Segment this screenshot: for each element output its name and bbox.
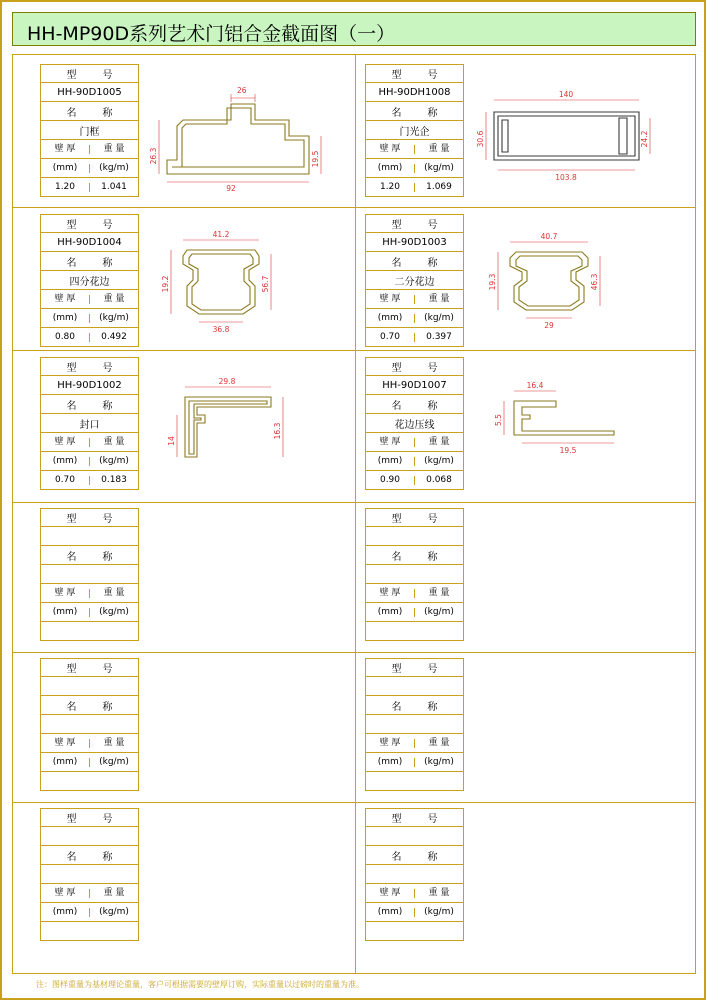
spec-header-model: 型 号 — [40, 508, 139, 527]
row-separator — [12, 207, 696, 208]
spec-header-model: 型 号 — [365, 214, 464, 233]
spec-units-row — [365, 159, 464, 178]
dim-label: 56.7 — [261, 275, 270, 293]
unit-kgm: (kg/m) — [99, 606, 129, 617]
header-thickness: 壁 厚 — [41, 589, 90, 598]
spec-header-model: 型 号 — [40, 808, 139, 827]
header-weight: 重 量 — [103, 737, 125, 748]
header-thickness: 壁 厚 — [366, 438, 415, 447]
product-block[interactable] — [40, 214, 350, 346]
spec-values-row — [365, 178, 464, 197]
header-thickness: 壁 厚 — [41, 739, 90, 748]
dim-label: 26 — [237, 86, 247, 95]
spec-table — [40, 808, 139, 941]
spec-header-units — [365, 433, 464, 452]
dim-label: 16.3 — [273, 422, 282, 440]
spec-table — [365, 357, 464, 490]
header-thickness: 壁 厚 — [41, 145, 90, 154]
spec-units-row — [365, 452, 464, 471]
spec-header-units — [365, 584, 464, 603]
product-block-empty[interactable] — [40, 808, 350, 946]
dim-label: 26.3 — [149, 147, 158, 165]
unit-kgm: (kg/m) — [424, 162, 454, 173]
spec-table — [365, 508, 464, 641]
dim-label: 29.8 — [218, 377, 236, 386]
unit-mm: (mm) — [41, 608, 90, 617]
spec-header-name: 名 称 — [365, 395, 464, 414]
spec-units-row — [40, 753, 139, 772]
spec-units-row — [365, 903, 464, 922]
spec-value-model: HH-90D1002 — [40, 376, 139, 395]
spec-header-model: 型 号 — [40, 658, 139, 677]
spec-header-units — [365, 734, 464, 753]
page-title: HH-MP90D系列艺术门铝合金截面图（一） — [27, 23, 396, 45]
column-divider — [355, 54, 356, 974]
spec-units-row — [40, 903, 139, 922]
product-block[interactable] — [40, 357, 350, 497]
profile-drawing-5 — [139, 357, 350, 497]
spec-units-row — [365, 753, 464, 772]
spec-values-row — [40, 922, 139, 941]
product-block-empty[interactable] — [365, 658, 675, 796]
spec-table — [40, 357, 139, 490]
profile-drawing-2 — [464, 64, 675, 202]
profile-drawing-6 — [464, 357, 675, 497]
spec-value-name: 二分花边 — [365, 271, 464, 290]
spec-table — [365, 64, 464, 197]
profile-drawing-1 — [139, 64, 350, 202]
spec-header-model: 型 号 — [40, 64, 139, 83]
product-block[interactable] — [40, 64, 350, 202]
dim-label: 24.2 — [640, 130, 649, 148]
header-thickness: 壁 厚 — [366, 739, 415, 748]
spec-table — [365, 214, 464, 347]
unit-kgm: (kg/m) — [99, 455, 129, 466]
dim-label: 5.5 — [494, 414, 503, 426]
spec-table — [40, 508, 139, 641]
spec-value-model — [365, 527, 464, 546]
unit-kgm: (kg/m) — [424, 906, 454, 917]
spec-header-model: 型 号 — [365, 808, 464, 827]
unit-mm: (mm) — [41, 164, 90, 173]
spec-header-units — [40, 433, 139, 452]
spec-value-name — [40, 715, 139, 734]
dim-label: 40.7 — [540, 232, 558, 241]
unit-mm: (mm) — [41, 457, 90, 466]
spec-table — [40, 658, 139, 791]
spec-value-name — [40, 565, 139, 584]
spec-header-name: 名 称 — [40, 395, 139, 414]
spec-values-row — [40, 772, 139, 791]
header-weight: 重 量 — [103, 293, 125, 304]
unit-kgm: (kg/m) — [424, 756, 454, 767]
spec-header-name: 名 称 — [40, 546, 139, 565]
footer-note: 注：图样重量为基材理论重量，客户可根据需要的壁厚订购，实际重量以过磅时的重量为准。 — [36, 980, 364, 989]
spec-values-row — [40, 471, 139, 490]
spec-header-model: 型 号 — [40, 357, 139, 376]
spec-header-model: 型 号 — [40, 214, 139, 233]
spec-value-model — [40, 677, 139, 696]
dim-label: 19.5 — [559, 446, 577, 455]
spec-units-row — [365, 603, 464, 622]
spec-value-name: 封口 — [40, 414, 139, 433]
spec-values-row — [365, 622, 464, 641]
row-separator — [12, 652, 696, 653]
value-weight: 1.069 — [426, 181, 452, 192]
value-weight: 0.183 — [101, 474, 127, 485]
spec-value-name: 四分花边 — [40, 271, 139, 290]
header-thickness: 壁 厚 — [41, 438, 90, 447]
header-weight: 重 量 — [428, 143, 450, 154]
spec-value-name — [365, 865, 464, 884]
unit-mm: (mm) — [41, 908, 90, 917]
spec-table — [40, 214, 139, 347]
unit-kgm: (kg/m) — [424, 312, 454, 323]
spec-units-row — [40, 452, 139, 471]
spec-units-row — [40, 603, 139, 622]
dim-label: 19.2 — [161, 275, 170, 293]
spec-value-model: HH-90D1003 — [365, 233, 464, 252]
spec-header-name: 名 称 — [40, 102, 139, 121]
row-separator — [12, 502, 696, 503]
header-thickness: 壁 厚 — [41, 295, 90, 304]
spec-header-units — [40, 140, 139, 159]
spec-header-name: 名 称 — [365, 696, 464, 715]
row-separator — [12, 802, 696, 803]
spec-value-model: HH-90D1007 — [365, 376, 464, 395]
profile-drawing-4 — [464, 214, 675, 346]
value-weight: 1.041 — [101, 181, 127, 192]
spec-value-name: 门光企 — [365, 121, 464, 140]
spec-header-units — [40, 290, 139, 309]
unit-kgm: (kg/m) — [99, 162, 129, 173]
spec-header-units — [365, 290, 464, 309]
spec-header-name: 名 称 — [40, 252, 139, 271]
value-weight: 0.492 — [101, 331, 127, 342]
spec-table — [365, 658, 464, 791]
spec-value-model: HH-90DH1008 — [365, 83, 464, 102]
spec-values-row — [365, 772, 464, 791]
dim-label: 19.5 — [311, 150, 320, 168]
spec-header-units — [40, 734, 139, 753]
product-block[interactable] — [365, 64, 675, 202]
spec-units-row — [365, 309, 464, 328]
spec-value-name: 门框 — [40, 121, 139, 140]
spec-header-model: 型 号 — [365, 658, 464, 677]
spec-value-model — [365, 827, 464, 846]
spec-value-name — [40, 865, 139, 884]
header-thickness: 壁 厚 — [366, 295, 415, 304]
unit-kgm: (kg/m) — [99, 906, 129, 917]
dim-label: 14 — [167, 436, 176, 446]
dim-label: 16.4 — [526, 381, 544, 390]
header-thickness: 壁 厚 — [41, 889, 90, 898]
spec-value-name: 花边压线 — [365, 414, 464, 433]
spec-table — [40, 64, 139, 197]
spec-values-row — [40, 622, 139, 641]
spec-value-model — [40, 527, 139, 546]
spec-value-model: HH-90D1005 — [40, 83, 139, 102]
dim-label: 140 — [558, 90, 574, 99]
header-weight: 重 量 — [103, 436, 125, 447]
unit-mm: (mm) — [366, 608, 415, 617]
unit-mm: (mm) — [366, 457, 415, 466]
unit-mm: (mm) — [366, 164, 415, 173]
spec-header-units — [365, 140, 464, 159]
product-block-empty[interactable] — [365, 808, 675, 946]
spec-header-model: 型 号 — [365, 357, 464, 376]
header-thickness: 壁 厚 — [366, 589, 415, 598]
header-thickness: 壁 厚 — [366, 145, 415, 154]
header-weight: 重 量 — [103, 587, 125, 598]
spec-header-name: 名 称 — [365, 102, 464, 121]
spec-values-row — [365, 471, 464, 490]
product-block-empty[interactable] — [40, 658, 350, 796]
value-thickness: 0.90 — [366, 476, 415, 485]
spec-values-row — [40, 328, 139, 347]
spec-header-name: 名 称 — [40, 846, 139, 865]
spec-value-name — [365, 715, 464, 734]
header-weight: 重 量 — [428, 737, 450, 748]
unit-mm: (mm) — [41, 758, 90, 767]
spec-units-row — [40, 159, 139, 178]
unit-kgm: (kg/m) — [424, 455, 454, 466]
unit-mm: (mm) — [366, 314, 415, 323]
unit-mm: (mm) — [41, 314, 90, 323]
unit-kgm: (kg/m) — [99, 756, 129, 767]
product-block[interactable] — [365, 214, 675, 346]
value-thickness: 0.80 — [41, 333, 90, 342]
product-block-empty[interactable] — [40, 508, 350, 646]
spec-header-name: 名 称 — [365, 546, 464, 565]
product-block[interactable] — [365, 357, 675, 497]
spec-header-model: 型 号 — [365, 64, 464, 83]
spec-value-model — [365, 677, 464, 696]
header-thickness: 壁 厚 — [366, 889, 415, 898]
title-bar — [12, 12, 696, 46]
row-separator — [12, 350, 696, 351]
spec-header-name: 名 称 — [365, 252, 464, 271]
spec-values-row — [365, 922, 464, 941]
spec-header-model: 型 号 — [365, 508, 464, 527]
spec-table — [365, 808, 464, 941]
spec-header-units — [40, 584, 139, 603]
dim-label: 103.8 — [555, 173, 577, 182]
spec-units-row — [40, 309, 139, 328]
dim-label: 30.6 — [476, 130, 485, 148]
value-weight: 0.397 — [426, 331, 452, 342]
value-weight: 0.068 — [426, 474, 452, 485]
unit-mm: (mm) — [366, 908, 415, 917]
spec-value-name — [365, 565, 464, 584]
spec-value-model — [40, 827, 139, 846]
value-thickness: 1.20 — [366, 183, 415, 192]
value-thickness: 0.70 — [41, 476, 90, 485]
spec-values-row — [40, 178, 139, 197]
dim-label: 41.2 — [212, 230, 230, 239]
dim-label: 92 — [226, 184, 236, 193]
dim-label: 36.8 — [212, 325, 230, 334]
value-thickness: 1.20 — [41, 183, 90, 192]
spec-values-row — [365, 328, 464, 347]
unit-mm: (mm) — [366, 758, 415, 767]
dim-label: 19.3 — [488, 273, 497, 291]
unit-kgm: (kg/m) — [99, 312, 129, 323]
header-weight: 重 量 — [103, 887, 125, 898]
spec-header-units — [365, 884, 464, 903]
spec-value-model: HH-90D1004 — [40, 233, 139, 252]
unit-kgm: (kg/m) — [424, 606, 454, 617]
value-thickness: 0.70 — [366, 333, 415, 342]
header-weight: 重 量 — [428, 887, 450, 898]
dim-label: 29 — [544, 321, 554, 330]
dim-label: 46.3 — [590, 273, 599, 291]
spec-header-name: 名 称 — [40, 696, 139, 715]
header-weight: 重 量 — [103, 143, 125, 154]
profile-drawing-3 — [139, 214, 350, 346]
header-weight: 重 量 — [428, 436, 450, 447]
spec-header-name: 名 称 — [365, 846, 464, 865]
header-weight: 重 量 — [428, 587, 450, 598]
header-weight: 重 量 — [428, 293, 450, 304]
product-block-empty[interactable] — [365, 508, 675, 646]
spec-header-units — [40, 884, 139, 903]
